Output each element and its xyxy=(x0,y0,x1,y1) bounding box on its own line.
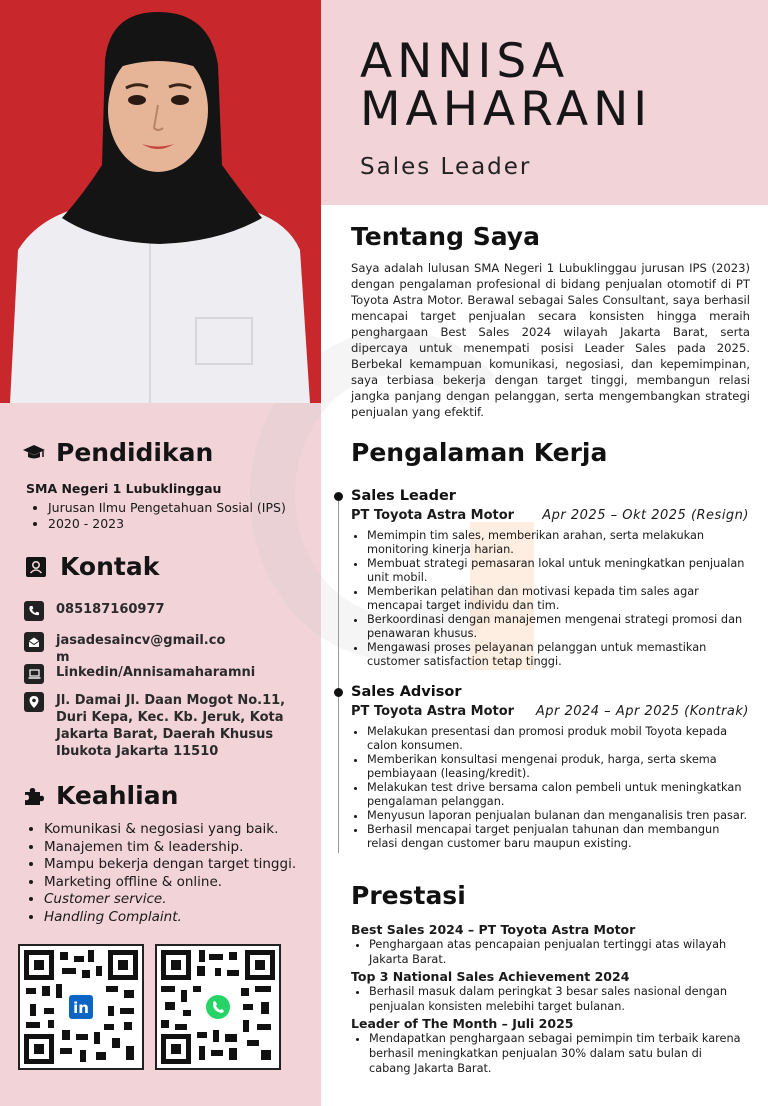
list-item: • 2020 - 2023 xyxy=(48,516,286,532)
education-heading xyxy=(22,438,213,467)
contact-address xyxy=(24,692,299,760)
skill-item: • Customer service. xyxy=(44,891,296,909)
skills-title: Keahlian xyxy=(56,781,179,810)
contact-email xyxy=(24,632,225,666)
job-tasks xyxy=(367,529,751,669)
phone-icon xyxy=(24,601,44,621)
about-title: Tentang Saya xyxy=(351,222,540,251)
task-item: • Memberikan pelatihan dan motivasi kepada tim sales agar mencapai target individu dan tim. xyxy=(367,585,751,613)
achievements-list xyxy=(351,922,741,1078)
task-item: • Berhasil mencapai target penjualan tahunan dan membangun relasi dengan customer baru maupun existing. xyxy=(367,823,751,851)
job-company: PT Toyota Astra Motor xyxy=(351,704,515,719)
svg-text:in: in xyxy=(73,999,89,1017)
qr-pattern xyxy=(157,946,279,1068)
qr-pattern xyxy=(20,946,142,1068)
skill-item: • Handling Complaint. xyxy=(44,909,296,927)
task-item: • Mengawasi proses pelayanan pelanggan untuk memastikan customer satisfaction tetap tinggi. xyxy=(367,641,751,669)
task-item: • Berkoordinasi dengan manajemen mengenai strategi promosi dan penawaran khusus. xyxy=(367,613,751,641)
email-address[interactable] xyxy=(56,632,225,666)
task-item: • Membuat strategi pemasaran lokal untuk meningkatkan penjualan unit mobil. xyxy=(367,557,751,585)
whatsapp-qr-code[interactable] xyxy=(155,944,281,1070)
job-company: PT Toyota Astra Motor xyxy=(351,508,515,523)
contact-heading xyxy=(24,552,159,581)
timeline-dot xyxy=(334,492,343,501)
task-item: • Melakukan test drive bersama calon pembeli untuk meningkatkan pengalaman pelanggan. xyxy=(367,781,751,809)
skills-heading xyxy=(22,781,178,810)
achievement-title: Best Sales 2024 – PT Toyota Astra Motor xyxy=(351,922,636,937)
achievement-desc-list xyxy=(369,1031,741,1076)
address-text: Jl. Damai Jl. Daan Mogot No.11, Duri Kepa, Kec. Kb. Jeruk, Kota Jakarta Barat, Daerah Khusus Ibukota Jakarta 11510 xyxy=(56,693,286,759)
education-title: Pendidikan xyxy=(56,438,214,467)
puzzle-icon xyxy=(22,784,46,808)
job-entry xyxy=(351,684,751,851)
job-date: Apr 2024 – Apr 2025 (Kontrak) xyxy=(535,704,749,719)
linkedin-handle[interactable]: Linkedin/Annisamaharamni xyxy=(56,665,256,680)
experience-title: Pengalaman Kerja xyxy=(351,438,608,467)
email-line-1: jasadesaincv@gmail.co xyxy=(56,633,226,648)
profile-photo xyxy=(0,0,321,403)
job-date: Apr 2025 – Okt 2025 (Resign) xyxy=(542,508,749,523)
contact-book-icon xyxy=(24,555,48,579)
skill-item: • Mampu bekerja dengan target tinggi. xyxy=(44,856,296,874)
graduation-cap-icon xyxy=(22,441,46,465)
task-item: • Memimpin tim sales, memberikan arahan, serta melakukan monitoring kinerja harian. xyxy=(367,529,751,557)
name-first: ANNISA xyxy=(360,34,570,89)
timeline-dot xyxy=(334,688,343,697)
skill-item: • Marketing offline & online. xyxy=(44,874,296,892)
achievement-desc: • Penghargaan atas pencapaian penjualan tertinggi atas wilayah Jakarta Barat. xyxy=(369,937,741,967)
location-pin-icon xyxy=(24,692,44,712)
email-line-2: m xyxy=(56,650,70,665)
achievement-desc-list xyxy=(369,984,741,1014)
job-role: Sales Advisor xyxy=(351,684,462,700)
achievement-title: Leader of The Month – Juli 2025 xyxy=(351,1016,574,1031)
contact-linkedin xyxy=(24,664,255,684)
school-name: SMA Negeri 1 Lubuklinggau xyxy=(26,481,222,496)
list-item: • Jurusan Ilmu Pengetahuan Sosial (IPS) xyxy=(48,500,286,516)
achievement-desc-list xyxy=(369,937,741,967)
phone-number[interactable]: 085187160977 xyxy=(56,602,165,617)
job-tasks xyxy=(367,725,751,851)
contact-title: Kontak xyxy=(60,552,160,581)
job-role: Sales Leader xyxy=(351,488,456,504)
achievement-title: Top 3 National Sales Achievement 2024 xyxy=(351,969,630,984)
email-icon xyxy=(24,632,44,652)
skills-list xyxy=(44,821,296,927)
task-item: • Menyusun laporan penjualan bulanan dan menganalisis tren pasar. xyxy=(367,809,751,823)
job-entry xyxy=(351,488,751,669)
contact-phone xyxy=(24,601,165,621)
timeline-line xyxy=(338,497,339,853)
skill-item: • Komunikasi & negosiasi yang baik. xyxy=(44,821,296,839)
name-last: MAHARANI xyxy=(360,82,653,137)
education-details xyxy=(48,500,286,532)
laptop-icon xyxy=(24,664,44,684)
linkedin-qr-code[interactable] xyxy=(18,944,144,1070)
about-text: Saya adalah lulusan SMA Negeri 1 Lubuklinggau jurusan IPS (2023) dengan pengalaman profesional di bidang penjualan otomotif di PT Toyota Astra Motor. Berawal sebagai Sales Consultant, saya berhasil mencapai target penjualan secara konsisten hingga meraih penghargaan Best Sales 2024 wilayah Jakarta Barat, serta dipercaya untuk menempati posisi Leader Sales pada 2025. Berbekal kemampuan komunikasi, negosiasi, dan kepemimpinan, saya terbiasa bekerja dengan target tinggi, membangun relasi jangka panjang dengan pelanggan, serta mengembangkan strategi penjualan yang efektif. xyxy=(351,261,750,419)
task-item: • Melakukan presentasi dan promosi produk mobil Toyota kepada calon konsumen. xyxy=(367,725,751,753)
achievements-title: Prestasi xyxy=(351,881,466,910)
task-item: • Memberikan konsultasi mengenai produk, harga, serta skema pembiayaan (leasing/kredit). xyxy=(367,753,751,781)
job-title: Sales Leader xyxy=(360,154,532,180)
achievement-desc: • Berhasil masuk dalam peringkat 3 besar sales nasional dengan penjualan konsisten melebihi target bulanan. xyxy=(369,984,741,1014)
skill-item: • Manajemen tim & leadership. xyxy=(44,839,296,857)
candidate-name xyxy=(360,34,653,137)
achievement-desc: • Mendapatkan penghargaan sebagai pemimpin tim terbaik karena berhasil meningkatkan penjualan 30% dalam satu bulan di cabang Jakarta Barat. xyxy=(369,1031,741,1076)
